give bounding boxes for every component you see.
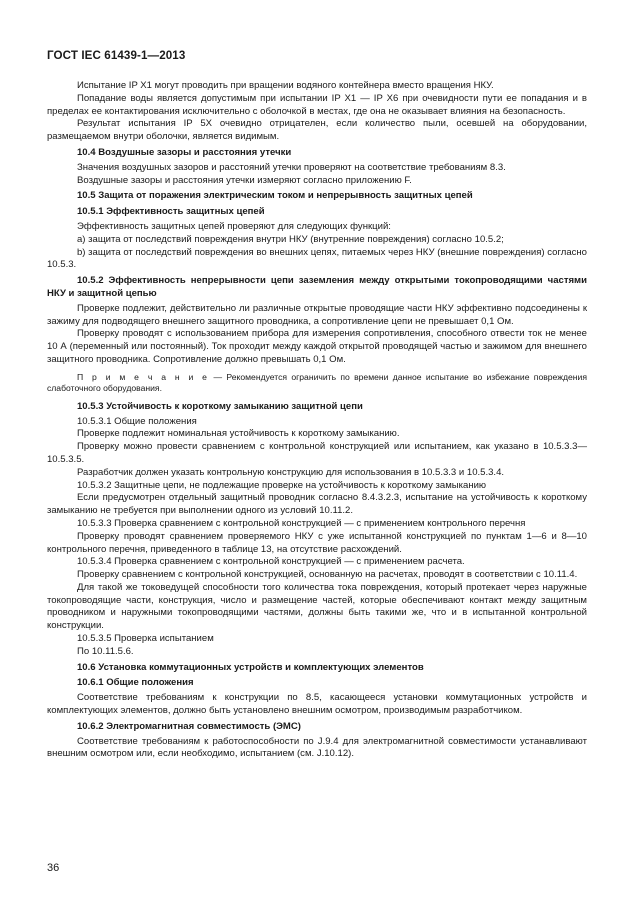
paragraph: Проверку проводят с использованием прибора для измерения сопротивления, способного отвести ток не менее 10 А (переменный или постоянный). Ток проходит между каждой открытой проводящей частью и зажимом для внешнего защитного проводника. Сопротивление должно превышать 0,1 Ом.: [47, 328, 587, 365]
paragraph: Результат испытания IP 5X очевидно отрицателен, если количество пыли, осевшей на оборудовании, размещаемом внутри оболочки, является видимым.: [47, 118, 587, 143]
list-item: а) защита от последствий повреждения внутри НКУ (внутренние повреждения) согласно 10.5.2;: [77, 233, 504, 245]
paragraph: Воздушные зазоры и расстояния утечки измеряют согласно приложению F.: [77, 174, 412, 186]
section-heading: 10.5 Защита от поражения электрическим током и непрерывность защитных цепей: [77, 190, 473, 202]
section-heading: 10.4 Воздушные зазоры и расстояния утечки: [77, 146, 292, 158]
clause-heading: 10.5.3.2 Защитные цепи, не подлежащие проверке на устойчивость к короткому замыканию: [77, 479, 487, 491]
paragraph: Проверку сравнением с контрольной конструкцией, основанную на расчетах, проводят в соответствии с 10.11.4.: [77, 569, 578, 581]
paragraph: По 10.11.5.6.: [77, 645, 134, 657]
subsection-heading: 10.5.1 Эффективность защитных цепей: [77, 206, 265, 218]
paragraph: Соответствие требованиям к работоспособности по J.9.4 для электромагнитной совместимости устанавливают внешним осмотром или, если необходимо, испытанием (см. J.10.12).: [47, 735, 587, 760]
note-text: — Рекомендуется ограничить по времени данное испытание во избежание повреждения слаботочного оборудования.: [47, 371, 587, 394]
subsection-heading: 10.6.2 Электромагнитная совместимость (ЭМС): [77, 720, 301, 732]
paragraph: Для такой же токоведущей способности того количества тока повреждения, который протекает через наружные токопроводящие части, конструкция, число и размещение частей, которые обеспечивают контакт между защитным проводником и наружными токопроводящими частями, должны быть такими же, что и в испытанной контрольной конструкции.: [47, 581, 587, 632]
subsection-heading: 10.6.1 Общие положения: [77, 677, 194, 689]
paragraph: Если предусмотрен отдельный защитный проводник согласно 8.4.3.2.3, испытание на устойчивость к короткому замыканию не требуется при выполнении одного из условий 10.11.2.: [47, 492, 587, 517]
list-item: b) защита от последствий повреждения во внешних цепях, питаемых через НКУ (внешние повреждения) согласно 10.5.3.: [47, 246, 587, 271]
paragraph: Проверке подлежит, действительно ли различные открытые проводящие части НКУ эффективно подсоединены к зажиму для подводящего внешнего защитного проводника, а сопротивление цепи не превышает 0,1 Ом.: [47, 302, 587, 327]
subsection-heading: 10.5.3 Устойчивость к короткому замыканию защитной цепи: [77, 400, 363, 412]
section-heading: 10.6 Установка коммутационных устройств и комплектующих элементов: [77, 661, 424, 673]
paragraph: Разработчик должен указать контрольную конструкцию для использования в 10.5.3.3 и 10.5.3.4.: [77, 466, 505, 478]
note-label: П р и м е ч а н и е: [77, 371, 210, 382]
paragraph: Проверку проводят сравнением проверяемого НКУ с уже испытанной конструкцией по пунктам 1—6 и 8—10 контрольного перечня, приведенного в таблице 13, на отсутствие расхождений.: [47, 530, 587, 555]
paragraph: Проверке подлежит номинальная устойчивость к короткому замыканию.: [77, 428, 400, 440]
paragraph: Соответствие требованиям к конструкции по 8.5, касающееся установки коммутационных устройств и комплектующих элементов, должно быть установлено внешним осмотром, производимым разработчиком.: [47, 692, 587, 717]
paragraph: Попадание воды является допустимым при испытании IP X1 — IP X6 при очевидности пути ее попадания и в пределах ее контактирования исключительно с оболочкой в местах, где она не оказывает влияния на безопасность.: [47, 92, 587, 117]
paragraph: Эффективность защитных цепей проверяют для следующих функций:: [77, 220, 391, 232]
clause-heading: 10.5.3.1 Общие положения: [77, 415, 197, 427]
subsection-heading: 10.5.2 Эффективность непрерывности цепи заземления между открытыми токопроводящими частями НКУ и защитной цепью: [47, 275, 587, 299]
paragraph: Проверку можно провести сравнением с контрольной конструкцией или испытанием, как указано в 10.5.3.3—10.5.3.5.: [47, 441, 587, 465]
paragraph: Значения воздушных зазоров и расстояний утечки проверяют на соответствие требованиям 8.3.: [77, 161, 506, 173]
page-body: [47, 80, 587, 761]
document-header: ГОСТ IEC 61439-1—2013: [47, 49, 186, 62]
clause-heading: 10.5.3.4 Проверка сравнением с контрольной конструкцией — с применением расчета.: [77, 556, 465, 568]
note: [47, 372, 587, 395]
clause-heading: 10.5.3.3 Проверка сравнением с контрольной конструкцией — с применением контрольного перечня: [77, 517, 526, 529]
paragraph: Испытание IP X1 могут проводить при вращении водяного контейнера вместо вращения НКУ.: [77, 80, 494, 91]
page-number: 36: [47, 862, 60, 874]
clause-heading: 10.5.3.5 Проверка испытанием: [77, 633, 214, 645]
